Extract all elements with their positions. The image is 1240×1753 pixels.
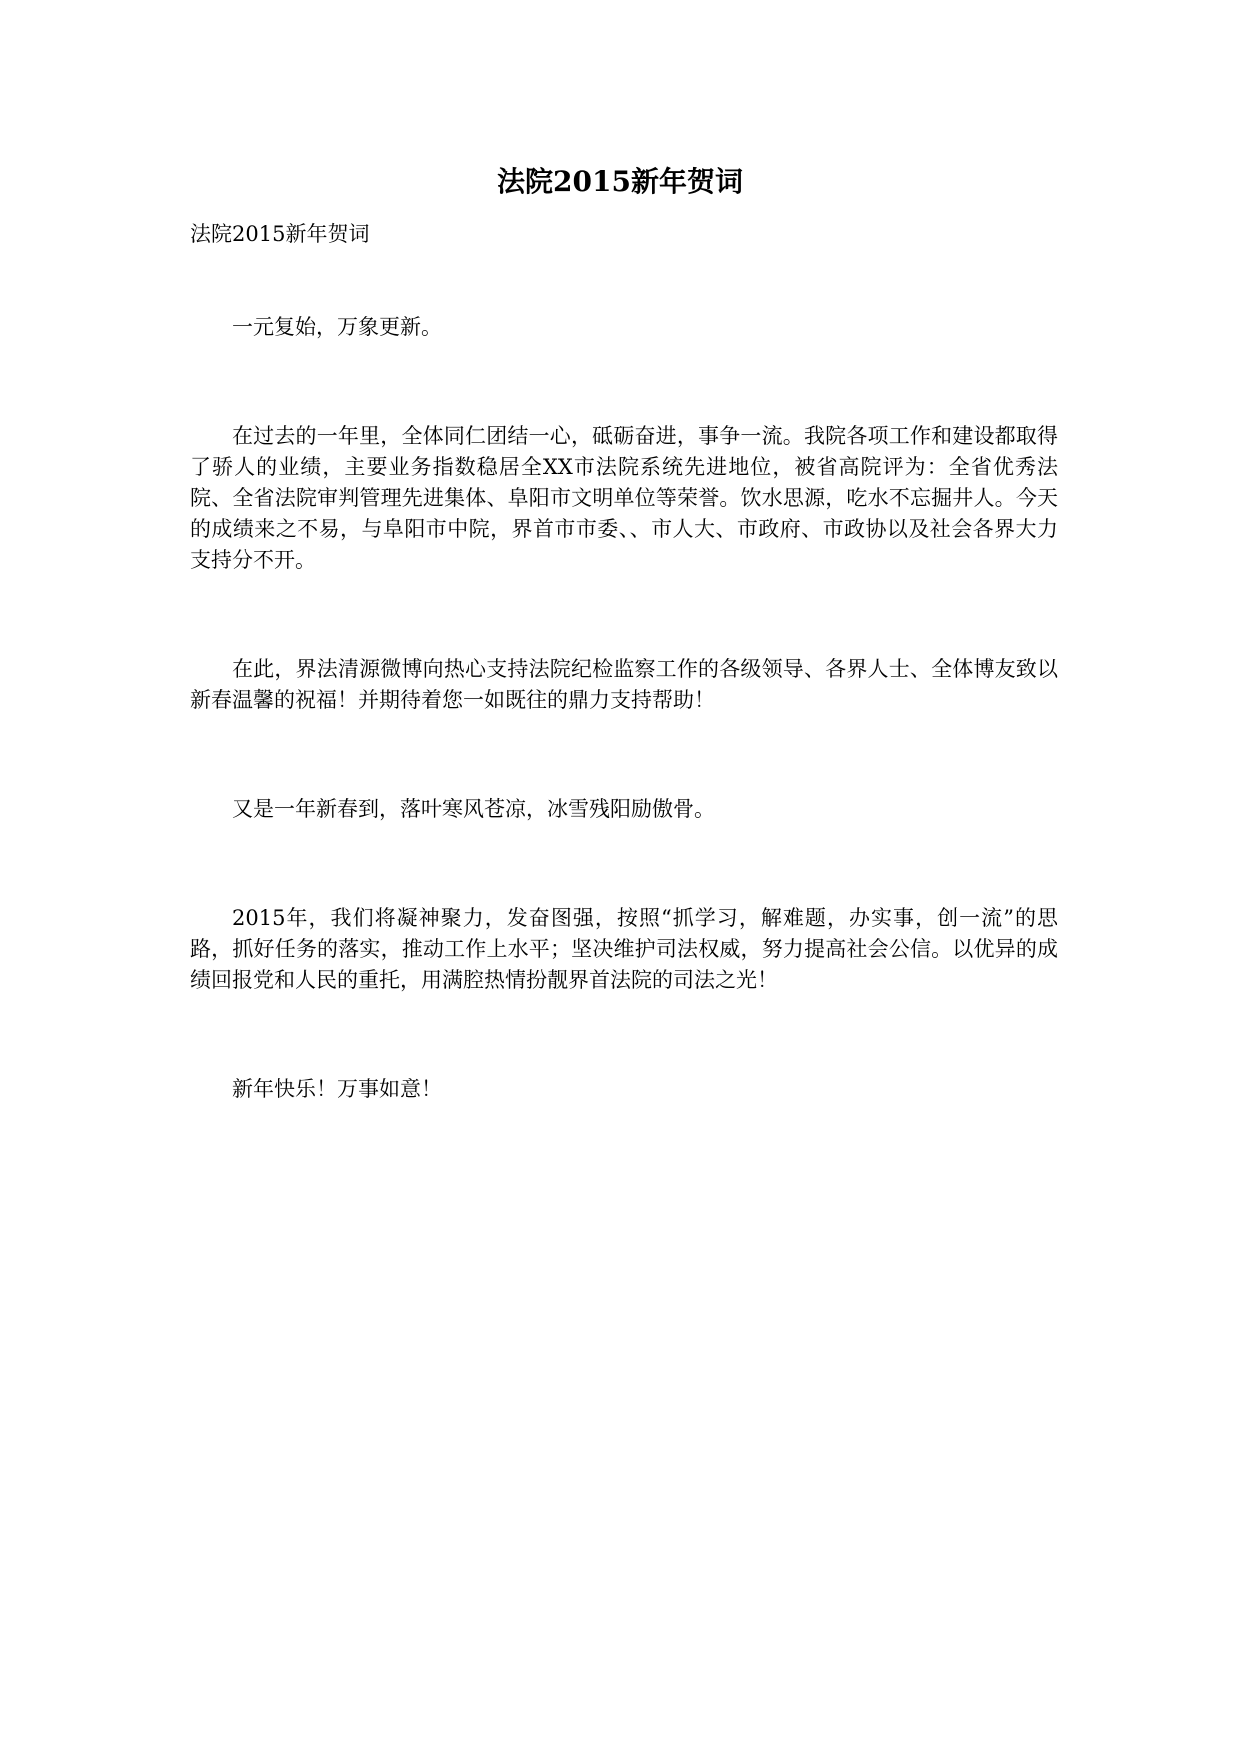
paragraph-1: 一元复始，万象更新。 (232, 315, 442, 339)
paragraph-4: 又是一年新春到，落叶寒风苍凉，冰雪残阳励傲骨。 (232, 797, 715, 821)
paragraph-3: 在此，界法清源微博向热心支持法院纪检监察工作的各级领导、各界人士、全体博友致以新春温馨的祝福！并期待着您一如既往的鼎力支持帮助！ (190, 657, 1058, 712)
paragraph-5: 2015年，我们将凝神聚力，发奋图强，按照“抓学习，解难题，办实事，创一流”的思路，抓好任务的落实，推动工作上水平；坚决维护司法权威，努力提高社会公信。以优异的成绩回报党和人民的重托，用满腔热情扮靓界首法院的司法之光！ (190, 906, 1058, 992)
document-body (190, 312, 1058, 1105)
document-subtitle: 法院2015新年贺词 (190, 222, 370, 246)
paragraph-2: 在过去的一年里，全体同仁团结一心，砥砺奋进，事争一流。我院各项工作和建设都取得了骄人的业绩，主要业务指数稳居全XX市法院系统先进地位，被省高院评为：全省优秀法院、全省法院审判管理先进集体、阜阳市文明单位等荣誉。饮水思源，吃水不忘掘井人。今天的成绩来之不易，与阜阳市中院，界首市市委、、市人大、市政府、市政协以及社会各界大力支持分不开。 (190, 424, 1058, 572)
paragraph-6: 新年快乐！万事如意！ (232, 1077, 442, 1101)
document-title: 法院2015新年贺词 (497, 165, 743, 198)
